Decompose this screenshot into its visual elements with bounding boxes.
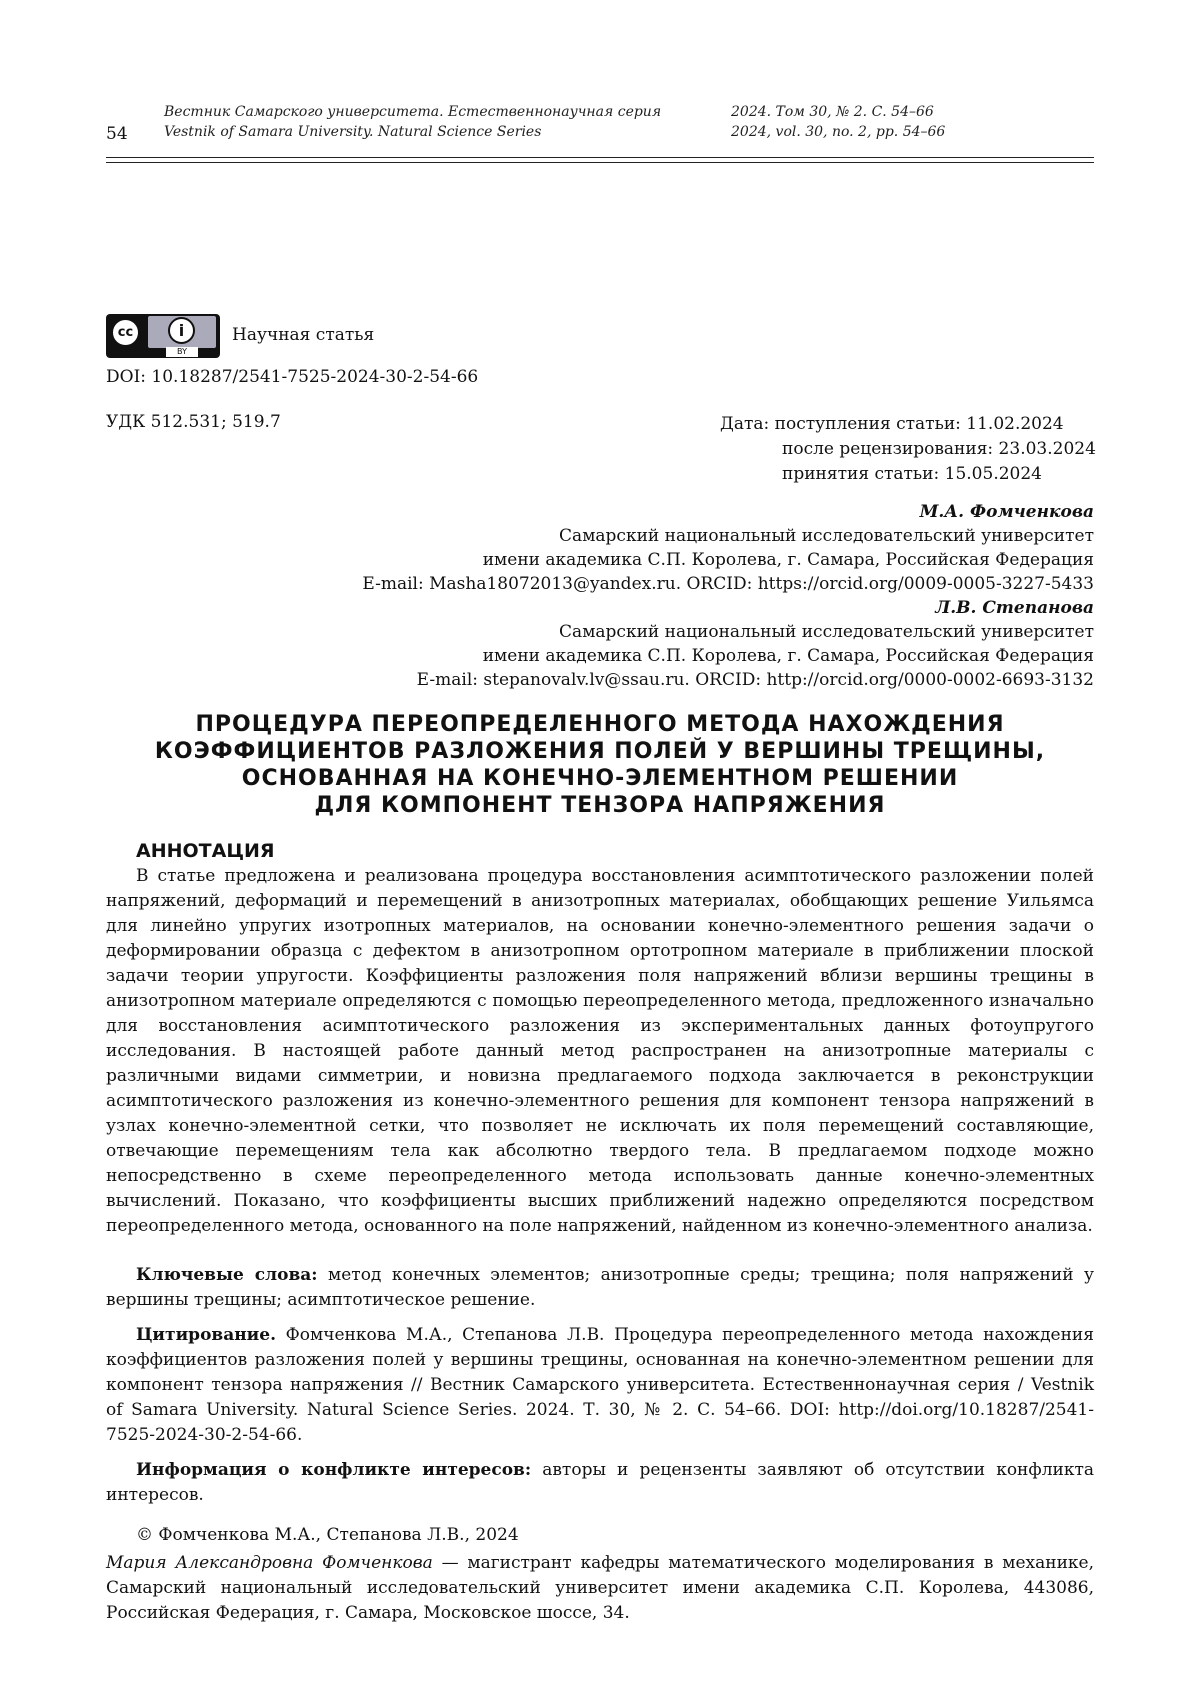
author-affiliation: имени академика С.П. Королева, г. Самара, Российская Федерация	[482, 550, 1094, 570]
keywords-text: метод конечных элементов; анизотропные среды; трещина; поля напряжений у вершины трещины; асимптотическое решение.	[106, 1265, 1094, 1310]
title-line: КОЭФФИЦИЕНТОВ РАЗЛОЖЕНИЯ ПОЛЕЙ У ВЕРШИНЫ ТРЕЩИНЫ,	[154, 739, 1046, 764]
citation-label: Цитирование.	[136, 1325, 277, 1345]
journal-title-ru: Вестник Самарского университета. Естественнонаучная серия	[164, 104, 662, 120]
conflict-of-interest	[106, 1458, 1094, 1508]
abstract-heading: АННОТАЦИЯ	[136, 840, 275, 862]
date-received: Дата: поступления статьи: 11.02.2024	[720, 414, 1064, 434]
citation-text: Фомченкова М.А., Степанова Л.В. Процедура переопределенного метода нахождения коэффициентов разложения полей у вершины трещины, основанная на конечно-элементном решении для компонент тензора напряжения // Вестник Самарского университета. Естественнонаучная серия / Vestnik of Samara University. Natural Science Series. 2024. Т. 30, № 2. С. 54–66. DOI: http://doi.org/10.18287/2541-7525-2024-30-2-54-66.	[106, 1325, 1094, 1445]
title-line: ДЛЯ КОМПОНЕНТ ТЕНЗОРА НАПРЯЖЕНИЯ	[314, 793, 886, 818]
article-title	[106, 711, 1094, 819]
title-line: ОСНОВАННАЯ НА КОНЕЧНО-ЭЛЕМЕНТНОМ РЕШЕНИИ	[241, 766, 959, 791]
author-affiliation: Самарский национальный исследовательский университет	[559, 622, 1094, 642]
bio-name: Мария Александровна Фомченкова	[106, 1553, 433, 1573]
journal-title-en: Vestnik of Samara University. Natural Science Series	[164, 124, 542, 140]
attribution-icon: i	[168, 317, 195, 344]
cc-by-license-badge	[106, 314, 220, 358]
author-contact: E-mail: Masha18072013@yandex.ru. ORCID: https://orcid.org/0009-0005-3227-5433	[362, 574, 1094, 594]
keywords-label: Ключевые слова:	[136, 1265, 318, 1285]
udc: УДК 512.531; 519.7	[106, 412, 281, 432]
issue-info-ru: 2024. Том 30, № 2. С. 54–66	[731, 104, 934, 120]
article-dates	[720, 412, 1096, 487]
doi: DOI: 10.18287/2541-7525-2024-30-2-54-66	[106, 367, 479, 387]
author-block	[362, 500, 1094, 692]
running-header	[106, 104, 1096, 144]
cc-icon: cc	[110, 317, 141, 348]
by-label: BY	[166, 347, 198, 357]
author-contact: E-mail: stepanovalv.lv@ssau.ru. ORCID: http://orcid.org/0000-0002-6693-3132	[416, 670, 1094, 690]
conflict-label: Информация о конфликте интересов:	[136, 1460, 532, 1480]
author-affiliation: имени академика С.П. Королева, г. Самара, Российская Федерация	[482, 646, 1094, 666]
author-name: М.А. Фомченкова	[919, 502, 1094, 522]
author-affiliation: Самарский национальный исследовательский университет	[559, 526, 1094, 546]
conflict-text: авторы и рецензенты заявляют об отсутствии конфликта интересов.	[106, 1460, 1094, 1505]
copyright: © Фомченкова М.А., Степанова Л.В., 2024	[136, 1525, 519, 1545]
bio-text: — магистрант кафедры математического моделирования в механике, Самарский национальный исследовательский университет имени академика С.П. Королева, 443086, Российская Федерация, г. Самара, Московское шоссе, 34.	[106, 1553, 1095, 1623]
title-line: ПРОЦЕДУРА ПЕРЕОПРЕДЕЛЕННОГО МЕТОДА НАХОЖДЕНИЯ	[195, 712, 1005, 737]
date-accepted: принятия статьи: 15.05.2024	[782, 464, 1042, 484]
article-type: Научная статья	[232, 325, 375, 345]
header-rule	[106, 157, 1094, 158]
author-name: Л.В. Степанова	[935, 598, 1094, 618]
page-number: 54	[106, 124, 128, 144]
citation	[106, 1323, 1094, 1448]
header-rule-secondary	[106, 162, 1094, 163]
keywords	[106, 1263, 1094, 1313]
author-bio	[106, 1551, 1094, 1626]
abstract-text: В статье предложена и реализована процедура восстановления асимптотического разложении полей напряжений, деформаций и перемещений в анизотропных материалах, обобщающих решение Уильямса для линейно упругих изотропных материалов, на основании конечно-элементного решения задачи о деформировании образца с дефектом в анизотропном ортотропном материале в приближении плоской задачи теории упругости. Коэффициенты разложения поля напряжений вблизи вершины трещины в анизотропном материале определяются с помощью переопределенного метода, предложенного изначально для восстановления асимптотического разложения из экспериментальных данных фотоупругого исследования. В настоящей работе данный метод распространен на анизотропные материалы с различными видами симметрии, и новизна предлагаемого подхода заключается в реконструкции асимптотического разложения из конечно-элементного решения для компонент тензора напряжений в узлах конечно-элементной сетки, что позволяет не исключать их поля перемещений составляющие, отвечающие перемещениям тела как абсолютно твердого тела. В предлагаемом подходе можно непосредственно в схеме переопределенного метода использовать данные конечно-элементных вычислений. Показано, что коэффициенты высших приближений надежно определяются посредством переопределенного метода, основанного на поле напряжений, найденном из конечно-элементного анализа.	[106, 866, 1094, 1236]
issue-info-en: 2024, vol. 30, no. 2, pp. 54–66	[731, 124, 946, 140]
date-reviewed: после рецензирования: 23.03.2024	[782, 439, 1096, 459]
